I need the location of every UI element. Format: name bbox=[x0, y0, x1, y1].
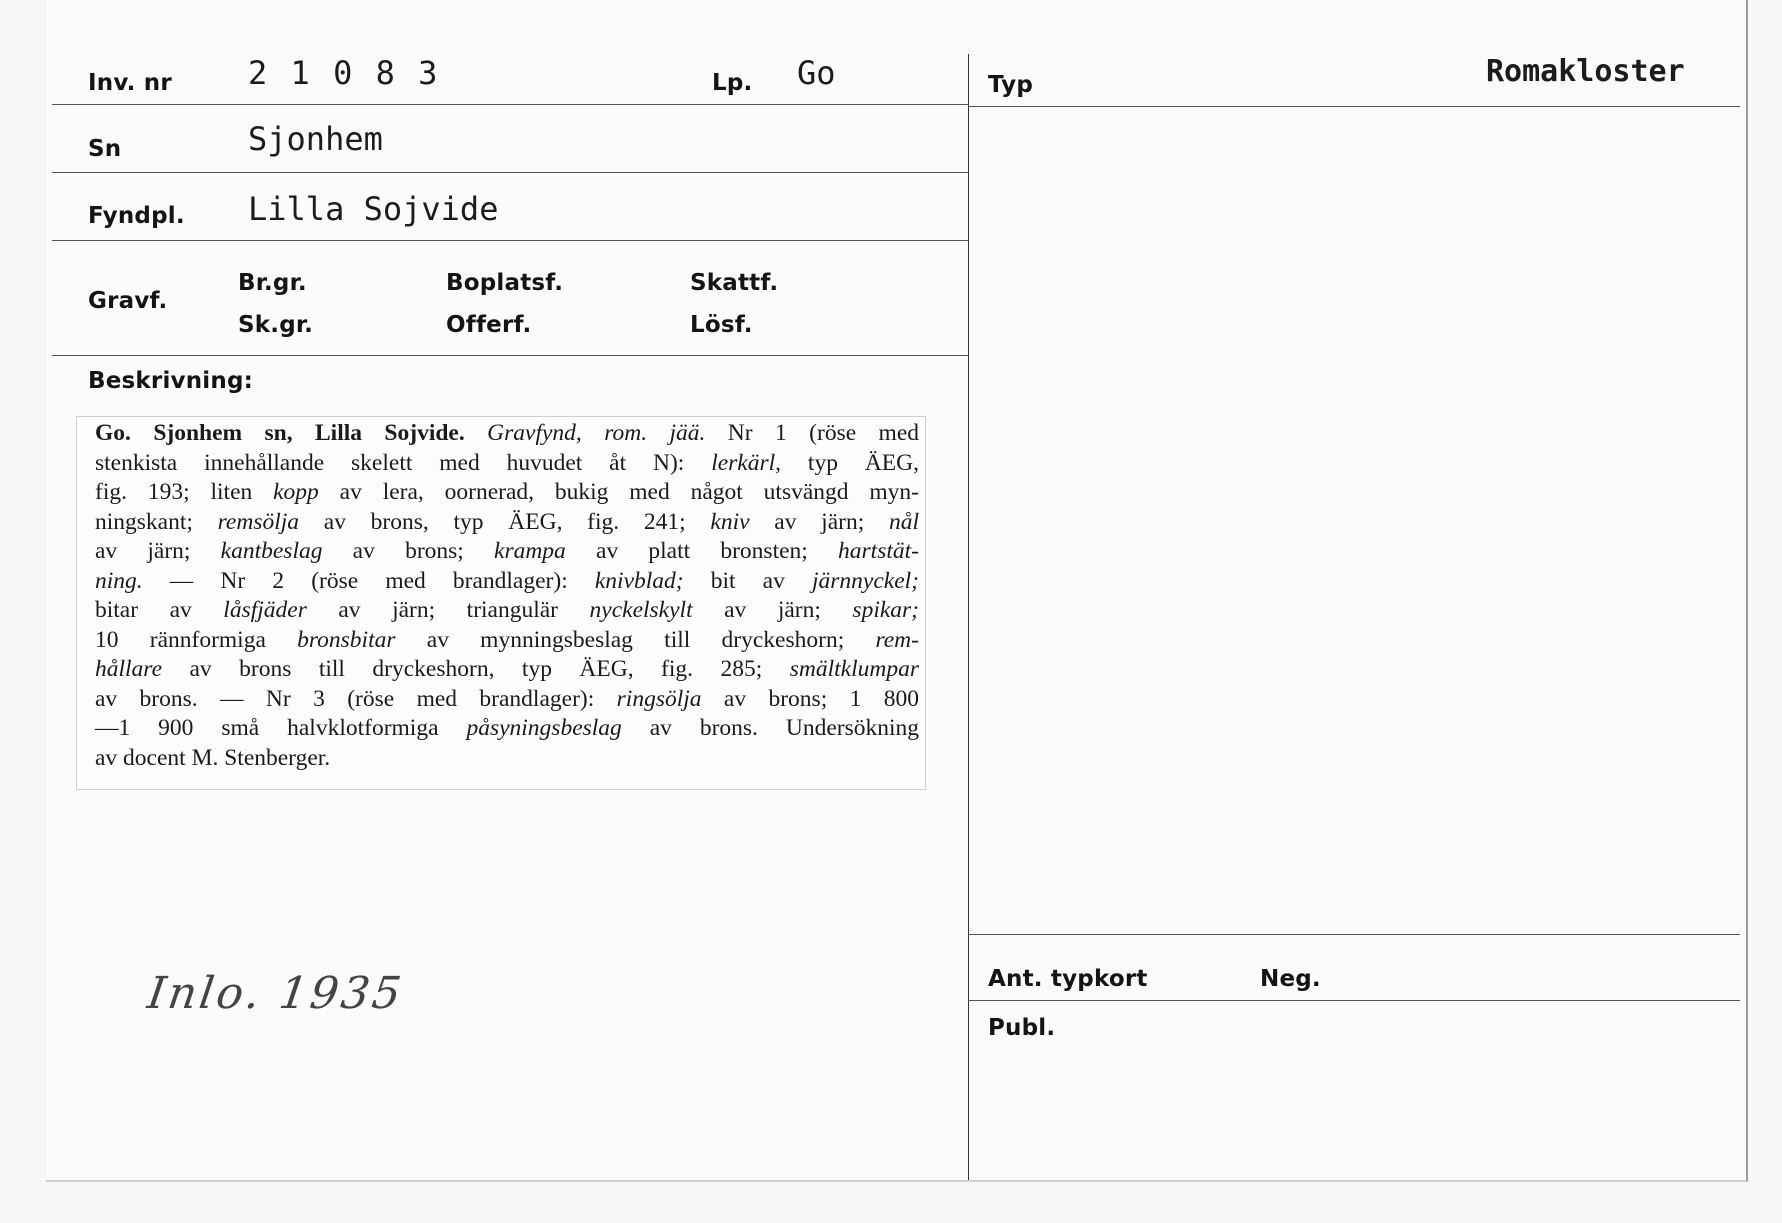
description-line: 10 rännformiga bronsbitar av mynningsbeslag till dryckeshorn; rem- bbox=[95, 626, 919, 653]
fyndpl-label: Fyndpl. bbox=[88, 203, 185, 229]
beskrivning-label: Beskrivning: bbox=[88, 368, 254, 394]
divider-sn bbox=[52, 172, 968, 173]
divider-publ bbox=[968, 1000, 1740, 1001]
handwritten-note: Inlo. 1935 bbox=[144, 968, 408, 1019]
description-line: hållare av brons till dryckeshorn, typ ÄEG, fig. 285; smältklumpar bbox=[95, 656, 919, 682]
inv-nr-value: 2 1 0 8 3 bbox=[248, 54, 440, 92]
offerf-label: Offerf. bbox=[446, 312, 532, 338]
description-line: ning. — Nr 2 (röse med brandlager): knivblad; bit av järnnyckel; bbox=[95, 567, 919, 594]
divider-fyndpl bbox=[52, 240, 968, 241]
sn-label: Sn bbox=[88, 136, 122, 162]
description-line: —1 900 små halvklotformiga påsyningsbeslag av brons. Undersökning bbox=[95, 715, 919, 741]
inv-nr-label: Inv. nr bbox=[88, 70, 172, 96]
description-line: av brons. — Nr 3 (röse med brandlager): ringsölja av brons; 1 800 bbox=[95, 685, 919, 712]
ant-typkort-label: Ant. typkort bbox=[988, 966, 1148, 992]
neg-label: Neg. bbox=[1260, 966, 1321, 992]
divider-typ bbox=[968, 106, 1740, 107]
sn-value: Sjonhem bbox=[248, 120, 383, 158]
brgr-label: Br.gr. bbox=[238, 270, 307, 296]
losf-label: Lösf. bbox=[690, 312, 753, 338]
fyndpl-value: Lilla Sojvide bbox=[248, 190, 499, 228]
description-line: ningskant; remsölja av brons, typ ÄEG, fig. 241; kniv av järn; nål bbox=[95, 508, 919, 535]
description-line: stenkista innehållande skelett med huvudet åt N): lerkärl, typ ÄEG, bbox=[95, 449, 919, 476]
typ-label: Typ bbox=[988, 72, 1034, 98]
publ-label: Publ. bbox=[988, 1015, 1056, 1041]
description-line: bitar av låsfjäder av järn; triangulär nyckelskylt av järn; spikar; bbox=[95, 597, 919, 623]
description-line: av järn; kantbeslag av brons; krampa av platt bronsten; hartstät- bbox=[95, 538, 919, 564]
description-line: fig. 193; liten kopp av lera, oornerad, bukig med något utsvängd myn- bbox=[95, 479, 919, 505]
divider-inv bbox=[52, 104, 968, 105]
gravf-label: Gravf. bbox=[88, 288, 168, 314]
divider-gravf bbox=[52, 355, 968, 356]
divider-ant bbox=[968, 934, 1740, 935]
column-divider bbox=[968, 54, 969, 1180]
boplatsf-label: Boplatsf. bbox=[446, 270, 564, 296]
description-text bbox=[95, 419, 919, 773]
description-line: Go. Sjonhem sn, Lilla Sojvide. Gravfynd, rom. jää. Nr 1 (röse med bbox=[95, 420, 920, 446]
skgr-label: Sk.gr. bbox=[238, 312, 314, 338]
typ-value: Romakloster bbox=[1486, 54, 1685, 89]
description-line: av docent M. Stenberger. bbox=[95, 744, 331, 771]
lp-label: Lp. bbox=[712, 70, 753, 96]
lp-value: Go bbox=[797, 54, 836, 92]
skattf-label: Skattf. bbox=[690, 270, 779, 296]
description-slip bbox=[76, 416, 926, 790]
